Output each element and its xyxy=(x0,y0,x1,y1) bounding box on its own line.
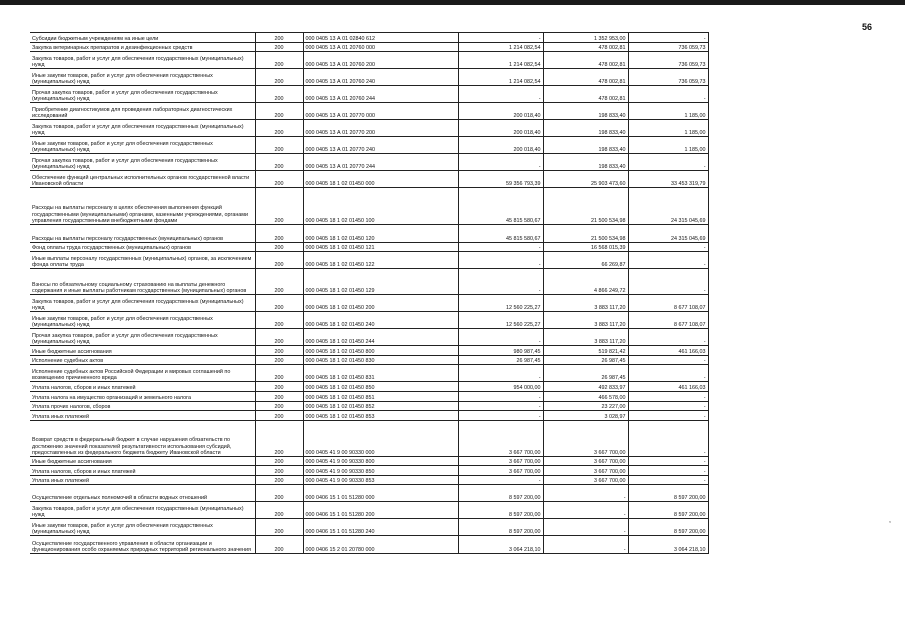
table-row xyxy=(30,69,708,86)
row-value-unexecuted: 33 453 319,79 xyxy=(628,171,708,188)
table-row xyxy=(30,365,708,382)
row-value-assigned: 1 214 082,54 xyxy=(458,69,543,86)
row-kbk: 000 0405 18 1 02 01450 800 xyxy=(303,346,458,356)
row-value-executed: 21 500 534,98 xyxy=(543,188,628,225)
row-value-executed: 492 833,97 xyxy=(543,382,628,392)
row-value-assigned: - xyxy=(458,154,543,171)
row-value-executed: 21 500 534,98 xyxy=(543,225,628,243)
row-value-assigned: - xyxy=(458,476,543,485)
row-value-executed: 26 987,45 xyxy=(543,365,628,382)
row-code: 200 xyxy=(255,466,303,476)
row-value-assigned: 3 667 700,00 xyxy=(458,466,543,476)
row-value-executed: 3 667 700,00 xyxy=(543,421,628,457)
row-value-assigned: 12 560 225,27 xyxy=(458,312,543,329)
row-value-executed: 16 568 015,39 xyxy=(543,243,628,252)
row-value-assigned: 3 667 700,00 xyxy=(458,421,543,457)
row-code: 200 xyxy=(255,171,303,188)
table-row xyxy=(30,382,708,392)
table-row xyxy=(30,402,708,411)
table-row xyxy=(30,52,708,69)
row-kbk: 000 0405 18 1 02 01450 851 xyxy=(303,392,458,402)
row-value-unexecuted: 1 185,00 xyxy=(628,137,708,154)
row-code: 200 xyxy=(255,536,303,554)
row-kbk: 000 0405 18 1 02 01450 830 xyxy=(303,356,458,365)
row-value-assigned: 8 597 200,00 xyxy=(458,519,543,536)
row-kbk: 000 0405 13 А 01 20760 244 xyxy=(303,86,458,103)
table-row xyxy=(30,243,708,252)
row-code: 200 xyxy=(255,137,303,154)
row-code: 200 xyxy=(255,43,303,52)
row-code: 200 xyxy=(255,329,303,346)
row-value-unexecuted: - xyxy=(628,411,708,421)
row-value-assigned: - xyxy=(458,402,543,411)
row-name: Осуществление отдельных полномочий в области водных отношений xyxy=(30,485,255,502)
row-value-executed: 198 833,40 xyxy=(543,154,628,171)
table-row xyxy=(30,103,708,120)
table-row xyxy=(30,502,708,519)
table-row xyxy=(30,536,708,554)
row-value-assigned: 3 667 700,00 xyxy=(458,457,543,466)
row-value-unexecuted: - xyxy=(628,356,708,365)
row-value-unexecuted: 8 597 200,00 xyxy=(628,485,708,502)
row-value-unexecuted: 8 677 108,07 xyxy=(628,312,708,329)
row-value-assigned: - xyxy=(458,329,543,346)
row-value-assigned: - xyxy=(458,411,543,421)
row-value-assigned: 1 214 082,54 xyxy=(458,43,543,52)
row-kbk: 000 0405 41 9 00 90330 853 xyxy=(303,476,458,485)
row-value-assigned: - xyxy=(458,392,543,402)
table-row xyxy=(30,295,708,312)
row-name: Иные закупки товаров, работ и услуг для обеспечения государственных (муниципальных) нужд xyxy=(30,519,255,536)
row-code: 200 xyxy=(255,519,303,536)
row-value-executed: 3 667 700,00 xyxy=(543,457,628,466)
row-name: Осуществление государственного управления в области организации и функционирования особо охраняемых природных территорий регионального значения xyxy=(30,536,255,554)
row-value-assigned: 8 597 200,00 xyxy=(458,502,543,519)
row-name: Иные закупки товаров, работ и услуг для обеспечения государственных (муниципальных) нужд xyxy=(30,137,255,154)
row-value-unexecuted: - xyxy=(628,421,708,457)
row-name: Уплата налога на имущество организаций и земельного налога xyxy=(30,392,255,402)
table-row xyxy=(30,411,708,421)
row-kbk: 000 0405 18 1 02 01450 100 xyxy=(303,188,458,225)
table-row xyxy=(30,86,708,103)
row-code: 200 xyxy=(255,411,303,421)
row-name: Закупка товаров, работ и услуг для обеспечения государственных (муниципальных) нужд xyxy=(30,120,255,137)
row-code: 200 xyxy=(255,120,303,137)
row-kbk: 000 0406 15 2 01 20780 000 xyxy=(303,536,458,554)
row-kbk: 000 0406 15 1 01 51280 000 xyxy=(303,485,458,502)
row-code: 200 xyxy=(255,392,303,402)
row-code: 200 xyxy=(255,33,303,43)
row-kbk: 000 0405 18 1 02 01450 244 xyxy=(303,329,458,346)
table-row xyxy=(30,137,708,154)
row-value-assigned: - xyxy=(458,33,543,43)
row-value-executed: - xyxy=(543,502,628,519)
row-value-assigned: - xyxy=(458,243,543,252)
row-value-assigned: 200 018,40 xyxy=(458,103,543,120)
row-value-executed: 3 883 117,20 xyxy=(543,295,628,312)
table-row xyxy=(30,43,708,52)
row-code: 200 xyxy=(255,356,303,365)
row-value-assigned: 26 987,45 xyxy=(458,356,543,365)
budget-table xyxy=(30,32,709,554)
row-kbk: 000 0405 18 1 02 01450 850 xyxy=(303,382,458,392)
row-kbk: 000 0406 15 1 01 51280 240 xyxy=(303,519,458,536)
table-row xyxy=(30,519,708,536)
row-code: 200 xyxy=(255,52,303,69)
row-name: Уплата иных платежей xyxy=(30,411,255,421)
row-code: 200 xyxy=(255,485,303,502)
row-value-executed: 478 002,81 xyxy=(543,69,628,86)
row-kbk: 000 0405 18 1 02 01450 200 xyxy=(303,295,458,312)
row-value-assigned: 1 214 082,54 xyxy=(458,52,543,69)
row-value-unexecuted: 736 059,73 xyxy=(628,52,708,69)
row-kbk: 000 0405 13 А 01 20770 000 xyxy=(303,103,458,120)
row-kbk: 000 0405 13 А 01 20770 244 xyxy=(303,154,458,171)
table-row xyxy=(30,392,708,402)
row-kbk: 000 0405 18 1 02 01450 122 xyxy=(303,252,458,269)
table-row xyxy=(30,225,708,243)
row-name: Уплата налогов, сборов и иных платежей xyxy=(30,382,255,392)
row-value-unexecuted: 8 677 108,07 xyxy=(628,295,708,312)
row-value-assigned: - xyxy=(458,252,543,269)
row-value-unexecuted: - xyxy=(628,402,708,411)
row-code: 200 xyxy=(255,295,303,312)
row-code: 200 xyxy=(255,365,303,382)
row-kbk: 000 0405 18 1 02 01450 240 xyxy=(303,312,458,329)
row-value-unexecuted: - xyxy=(628,252,708,269)
row-value-executed: 4 866 249,72 xyxy=(543,269,628,295)
row-name: Прочая закупка товаров, работ и услуг для обеспечения государственных (муниципальных) нужд xyxy=(30,154,255,171)
row-value-unexecuted: 736 059,73 xyxy=(628,43,708,52)
row-value-unexecuted: - xyxy=(628,154,708,171)
row-value-unexecuted: 461 166,03 xyxy=(628,382,708,392)
row-kbk: 000 0405 13 А 01 02840 612 xyxy=(303,33,458,43)
row-kbk: 000 0405 18 1 02 01450 853 xyxy=(303,411,458,421)
row-value-executed: 198 833,40 xyxy=(543,137,628,154)
row-value-executed: 1 352 953,00 xyxy=(543,33,628,43)
row-value-unexecuted: 1 185,00 xyxy=(628,120,708,137)
row-value-executed: - xyxy=(543,485,628,502)
row-name: Обеспечение функций центральных исполнительных органов государственной власти Ивановской области xyxy=(30,171,255,188)
row-name: Субсидии бюджетным учреждениям на иные цели xyxy=(30,33,255,43)
row-value-assigned: 12 560 225,27 xyxy=(458,295,543,312)
row-code: 200 xyxy=(255,382,303,392)
row-name: Расходы на выплаты персоналу государственных (муниципальных) органов xyxy=(30,225,255,243)
table-row xyxy=(30,269,708,295)
row-value-executed: 478 002,81 xyxy=(543,52,628,69)
table-row xyxy=(30,476,708,485)
row-code: 200 xyxy=(255,269,303,295)
row-name: Исполнение судебных актов xyxy=(30,356,255,365)
row-value-executed: 198 833,40 xyxy=(543,120,628,137)
table-row xyxy=(30,312,708,329)
table-row xyxy=(30,171,708,188)
row-name: Исполнение судебных актов Российской Федерации и мировых соглашений по возмещению причиненного вреда xyxy=(30,365,255,382)
row-value-executed: 25 903 473,60 xyxy=(543,171,628,188)
row-value-assigned: 3 064 218,10 xyxy=(458,536,543,554)
row-value-executed: 23 227,00 xyxy=(543,402,628,411)
row-name: Фонд оплаты труда государственных (муниципальных) органов xyxy=(30,243,255,252)
row-value-executed: 198 833,40 xyxy=(543,103,628,120)
row-name: Прочая закупка товаров, работ и услуг для обеспечения государственных (муниципальных) нужд xyxy=(30,329,255,346)
row-value-unexecuted: - xyxy=(628,457,708,466)
row-value-executed: 3 028,97 xyxy=(543,411,628,421)
row-code: 200 xyxy=(255,476,303,485)
row-kbk: 000 0405 13 А 01 20760 240 xyxy=(303,69,458,86)
table-row xyxy=(30,252,708,269)
row-value-executed: 3 883 117,20 xyxy=(543,329,628,346)
row-kbk: 000 0405 13 А 01 20770 200 xyxy=(303,120,458,137)
row-kbk: 000 0405 13 А 01 20760 000 xyxy=(303,43,458,52)
row-value-unexecuted: - xyxy=(628,329,708,346)
row-value-unexecuted: - xyxy=(628,243,708,252)
row-name: Закупка товаров, работ и услуг для обеспечения государственных (муниципальных) нужд xyxy=(30,295,255,312)
row-value-unexecuted: - xyxy=(628,365,708,382)
row-value-assigned: 45 815 580,67 xyxy=(458,225,543,243)
top-rule xyxy=(0,0,905,5)
row-value-unexecuted: 1 185,00 xyxy=(628,103,708,120)
row-name: Расходы на выплаты персоналу в целях обеспечения выполнения функций государственными (муниципальными) органами, казенными учреждениями, органами управления государственными внебюджетными фондами xyxy=(30,188,255,225)
row-name: Иные бюджетные ассигнования xyxy=(30,346,255,356)
row-name: Иные закупки товаров, работ и услуг для обеспечения государственных (муниципальных) нужд xyxy=(30,69,255,86)
row-value-unexecuted: - xyxy=(628,466,708,476)
table-row xyxy=(30,356,708,365)
row-value-unexecuted: - xyxy=(628,476,708,485)
row-value-executed: 519 821,42 xyxy=(543,346,628,356)
row-value-executed: 3 883 117,20 xyxy=(543,312,628,329)
row-name: Уплата прочих налогов, сборов xyxy=(30,402,255,411)
row-value-assigned: 954 000,00 xyxy=(458,382,543,392)
row-kbk: 000 0406 15 1 01 51280 200 xyxy=(303,502,458,519)
row-name: Уплата налогов, сборов и иных платежей xyxy=(30,466,255,476)
row-code: 200 xyxy=(255,502,303,519)
row-name: Приобретение диагностикумов для проведения лабораторных диагностических исследований xyxy=(30,103,255,120)
row-value-executed: 466 578,00 xyxy=(543,392,628,402)
row-code: 200 xyxy=(255,312,303,329)
table-row xyxy=(30,485,708,502)
row-kbk: 000 0405 13 А 01 20770 240 xyxy=(303,137,458,154)
row-value-assigned: 980 987,45 xyxy=(458,346,543,356)
table-body xyxy=(30,33,708,554)
row-value-unexecuted: 3 064 218,10 xyxy=(628,536,708,554)
table-row xyxy=(30,421,708,457)
table-row xyxy=(30,329,708,346)
row-code: 200 xyxy=(255,421,303,457)
row-value-unexecuted: 24 315 045,69 xyxy=(628,188,708,225)
row-code: 200 xyxy=(255,402,303,411)
table-row xyxy=(30,457,708,466)
row-value-assigned: 45 815 580,67 xyxy=(458,188,543,225)
row-value-executed: 478 002,81 xyxy=(543,86,628,103)
row-value-assigned: - xyxy=(458,86,543,103)
row-value-unexecuted: - xyxy=(628,392,708,402)
side-mark: , xyxy=(889,517,891,524)
row-value-assigned: 59 356 793,39 xyxy=(458,171,543,188)
row-value-assigned: - xyxy=(458,269,543,295)
row-value-unexecuted: 461 166,03 xyxy=(628,346,708,356)
row-kbk: 000 0405 41 9 00 90330 000 xyxy=(303,421,458,457)
row-name: Иные бюджетные ассигнования xyxy=(30,457,255,466)
row-value-unexecuted: 8 597 200,00 xyxy=(628,502,708,519)
row-code: 200 xyxy=(255,252,303,269)
row-code: 200 xyxy=(255,243,303,252)
table-row xyxy=(30,33,708,43)
row-kbk: 000 0405 13 А 01 20760 200 xyxy=(303,52,458,69)
row-name: Прочая закупка товаров, работ и услуг для обеспечения государственных (муниципальных) нужд xyxy=(30,86,255,103)
row-code: 200 xyxy=(255,188,303,225)
row-value-executed: 3 667 700,00 xyxy=(543,466,628,476)
row-name: Закупка ветеринарных препаратов и дезинфекционных средств xyxy=(30,43,255,52)
row-code: 200 xyxy=(255,346,303,356)
row-name: Закупка товаров, работ и услуг для обеспечения государственных (муниципальных) нужд xyxy=(30,502,255,519)
row-kbk: 000 0405 18 1 02 01450 852 xyxy=(303,402,458,411)
table-row xyxy=(30,466,708,476)
table-row xyxy=(30,188,708,225)
row-value-executed: - xyxy=(543,519,628,536)
row-value-executed: 478 002,81 xyxy=(543,43,628,52)
row-value-unexecuted: - xyxy=(628,86,708,103)
row-name: Взносы по обязательному социальному страхованию на выплаты денежного содержания и иные выплаты работникам государственных (муниципальных) органов xyxy=(30,269,255,295)
row-kbk: 000 0405 41 9 00 90330 850 xyxy=(303,466,458,476)
row-name: Уплата иных платежей xyxy=(30,476,255,485)
row-value-executed: 66 269,87 xyxy=(543,252,628,269)
row-value-unexecuted: 24 315 045,69 xyxy=(628,225,708,243)
row-value-executed: 3 667 700,00 xyxy=(543,476,628,485)
row-code: 200 xyxy=(255,154,303,171)
row-name: Иные закупки товаров, работ и услуг для обеспечения государственных (муниципальных) нужд xyxy=(30,312,255,329)
row-kbk: 000 0405 18 1 02 01450 831 xyxy=(303,365,458,382)
row-kbk: 000 0405 18 1 02 01450 000 xyxy=(303,171,458,188)
page-number: 56 xyxy=(862,22,873,32)
row-code: 200 xyxy=(255,225,303,243)
row-value-assigned: 200 018,40 xyxy=(458,137,543,154)
table-row xyxy=(30,154,708,171)
row-code: 200 xyxy=(255,103,303,120)
row-value-executed: 26 987,45 xyxy=(543,356,628,365)
table-row xyxy=(30,120,708,137)
row-kbk: 000 0405 18 1 02 01450 129 xyxy=(303,269,458,295)
row-kbk: 000 0405 18 1 02 01450 121 xyxy=(303,243,458,252)
row-value-assigned: 8 597 200,00 xyxy=(458,485,543,502)
row-value-unexecuted: - xyxy=(628,33,708,43)
row-name: Закупка товаров, работ и услуг для обеспечения государственных (муниципальных) нужд xyxy=(30,52,255,69)
row-value-unexecuted: - xyxy=(628,269,708,295)
row-value-assigned: - xyxy=(458,365,543,382)
row-kbk: 000 0405 18 1 02 01450 120 xyxy=(303,225,458,243)
row-code: 200 xyxy=(255,86,303,103)
row-name: Возврат средств в федеральный бюджет в случае нарушения обязательств по достижению значений показателей результативности использования субсидий, предоставленных из федерального бюджета бюджету Ивановской области xyxy=(30,421,255,457)
row-code: 200 xyxy=(255,457,303,466)
row-code: 200 xyxy=(255,69,303,86)
row-value-assigned: 200 018,40 xyxy=(458,120,543,137)
row-value-unexecuted: 8 597 200,00 xyxy=(628,519,708,536)
table-row xyxy=(30,346,708,356)
row-value-executed: - xyxy=(543,536,628,554)
row-kbk: 000 0405 41 9 00 90330 800 xyxy=(303,457,458,466)
row-value-unexecuted: 736 059,73 xyxy=(628,69,708,86)
row-name: Иные выплаты персоналу государственных (муниципальных) органов, за исключением фонда оплаты труда xyxy=(30,252,255,269)
